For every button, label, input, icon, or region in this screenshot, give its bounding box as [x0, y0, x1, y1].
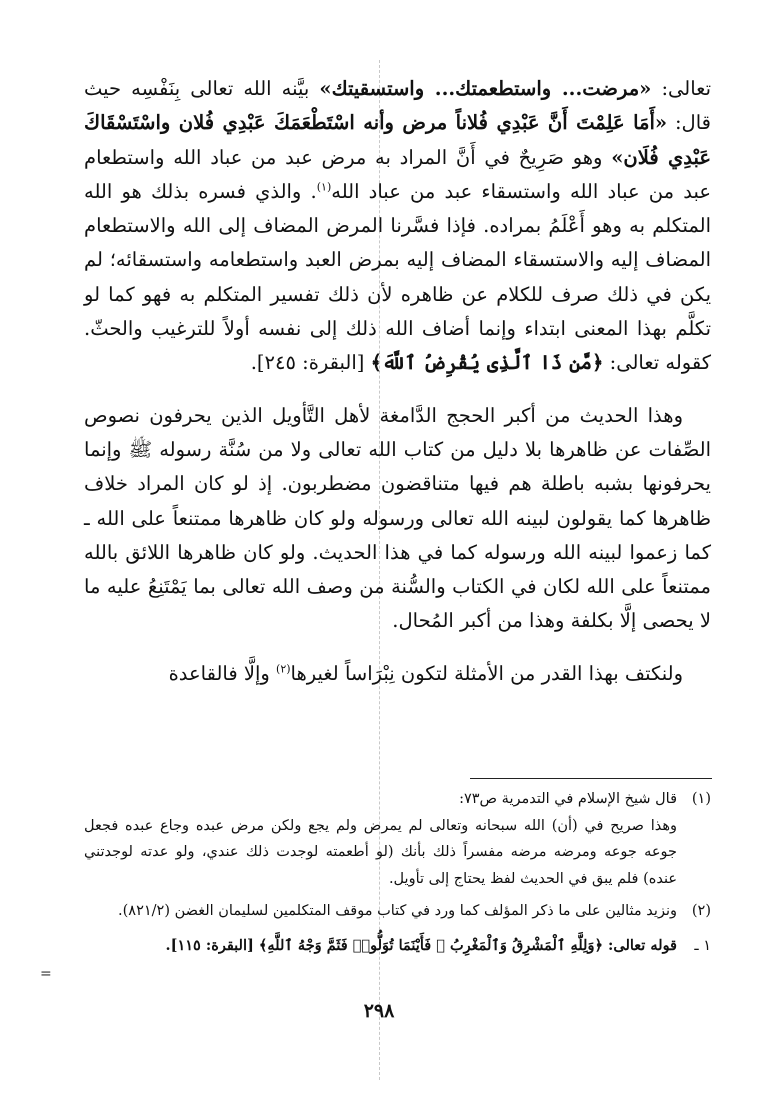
page-number: ٢٩٨	[363, 1000, 395, 1022]
emphasis-text: ﴿مَّن ذَا ٱلَّذِى يُقْرِضُ ٱللَّهَ﴾	[370, 351, 604, 375]
main-text	[84, 72, 711, 691]
paragraph-1	[84, 72, 711, 381]
footnote-number: (١)	[691, 791, 711, 807]
margin-mark: =	[40, 966, 52, 982]
emphasis-text: «مرضت... واستطعمتك... واستسقيتك»	[319, 77, 652, 100]
footnote-line: ونزيد مثالين على ما ذكر المؤلف كما ورد في كتاب موقف المتكلمين لسليمان الغضن (٨٢١/٢).	[118, 903, 677, 919]
text-run: بيَّنه الله تعالى بِنَفْسِه حيث قال:	[84, 77, 711, 135]
text-run: وإلَّا فالقاعدة	[168, 661, 277, 685]
footnote-number: (٢)	[691, 903, 711, 919]
footnote-ref[interactable]: (٢)	[276, 662, 291, 676]
paragraph-3	[84, 657, 711, 691]
emphasis-text: «أَمَا عَلِمْتَ أَنَّ عَبْدِي فُلاناً مرض وأنه اسْتَطْعَمَكَ عَبْدِي فُلان واسْتَسْقَاكَ عَبْدِي فُلَان»	[84, 111, 711, 169]
footnote-example-1	[84, 933, 711, 960]
text-run: وهو صَرِيحٌ في أَنَّ المراد به مرض عبد من عباد الله واستطعام عبد من عباد الله واستسقاء عبد من عباد الله	[84, 145, 711, 203]
footnote-2	[84, 898, 711, 925]
footnote-line: قوله تعالى: ﴿وَلِلَّهِ ٱلْمَشْرِقُ وَٱلْمَغْرِبُ ۚ فَأَيْنَمَا تُوَلُّوا۟ فَثَمَّ وَجْهُ ٱللَّهِ﴾ [البقرة: ١١٥].	[165, 936, 677, 954]
footnote-separator	[470, 778, 712, 779]
footnote-line: وهذا صريح في (أن) الله سبحانه وتعالى لم يمرض ولم يجع ولكن مرض عبده وجاع عبده فجعل جوعه جوعه ومرضه مرضه مفسراً ذلك بأنك (لو أطعمته لوجدت ذلك عندي، ولو عدته لوجدتني عنده) فلم يبق في الحديث لفظ يحتاج إلى تأويل.	[84, 817, 677, 887]
paragraph-2	[84, 399, 711, 639]
text-run: وهذا الحديث من أكبر الحجج الدَّامغة لأهل التَّأويل الذين يحرفون نصوص الصِّفات عن ظاهرها بلا دليل من كتاب الله تعالى ولا من سُنَّة رسوله ﷺ وإنما يحرفونها بشبه باطلة هم فيها متناقضون مضطربون. إذ لو كان المراد خلاف ظاهرها كما يقولون لبينه الله تعالى ورسوله ولو كان ظاهرها ممتنعاً على الله ـ كما زعموا لبينه الله ورسوله كما في هذا الحديث. ولو كان ظاهرها اللائق بالله ممتنعاً على الله لكان في الكتاب والسُّنة من وصف الله تعالى بما يَمْتَنِعُ عليه ما لا يحصى إلَّا بكلفة وهذا من أكبر المُحال.	[84, 403, 711, 633]
text-run: . والذي فسره بذلك هو الله المتكلم به وهو أَعْلَمُ بمراده. فإذا فسَّرنا المرض المضاف إلى الله والاستطعام المضاف إليه والاستسقاء المضاف إليه بمرض العبد واستطعامه واستسقائه؛ لم يكن في ذلك صرف للكلام عن ظاهره لأن ذلك تفسير المتكلم به فهو كما لو تكلَّم بهذا المعنى ابتداء وإنما أضاف الله ذلك إلى نفسه أولاً للترغيب والحثّ. كقوله تعالى:	[84, 179, 711, 375]
text-run: [البقرة: ٢٤٥].	[250, 351, 371, 375]
footnote-1	[84, 786, 711, 892]
footnotes	[84, 786, 711, 959]
footnote-ref[interactable]: (١)	[316, 180, 332, 194]
footnote-number: ١ ـ	[694, 937, 711, 954]
text-run: ولنكتف بهذا القدر من الأمثلة لتكون نِبْرَاساً لغيرها	[290, 661, 683, 685]
text-run: تعالى:	[651, 77, 711, 100]
footnote-line: قال شيخ الإسلام في التدمرية ص٧٣:	[459, 791, 677, 807]
